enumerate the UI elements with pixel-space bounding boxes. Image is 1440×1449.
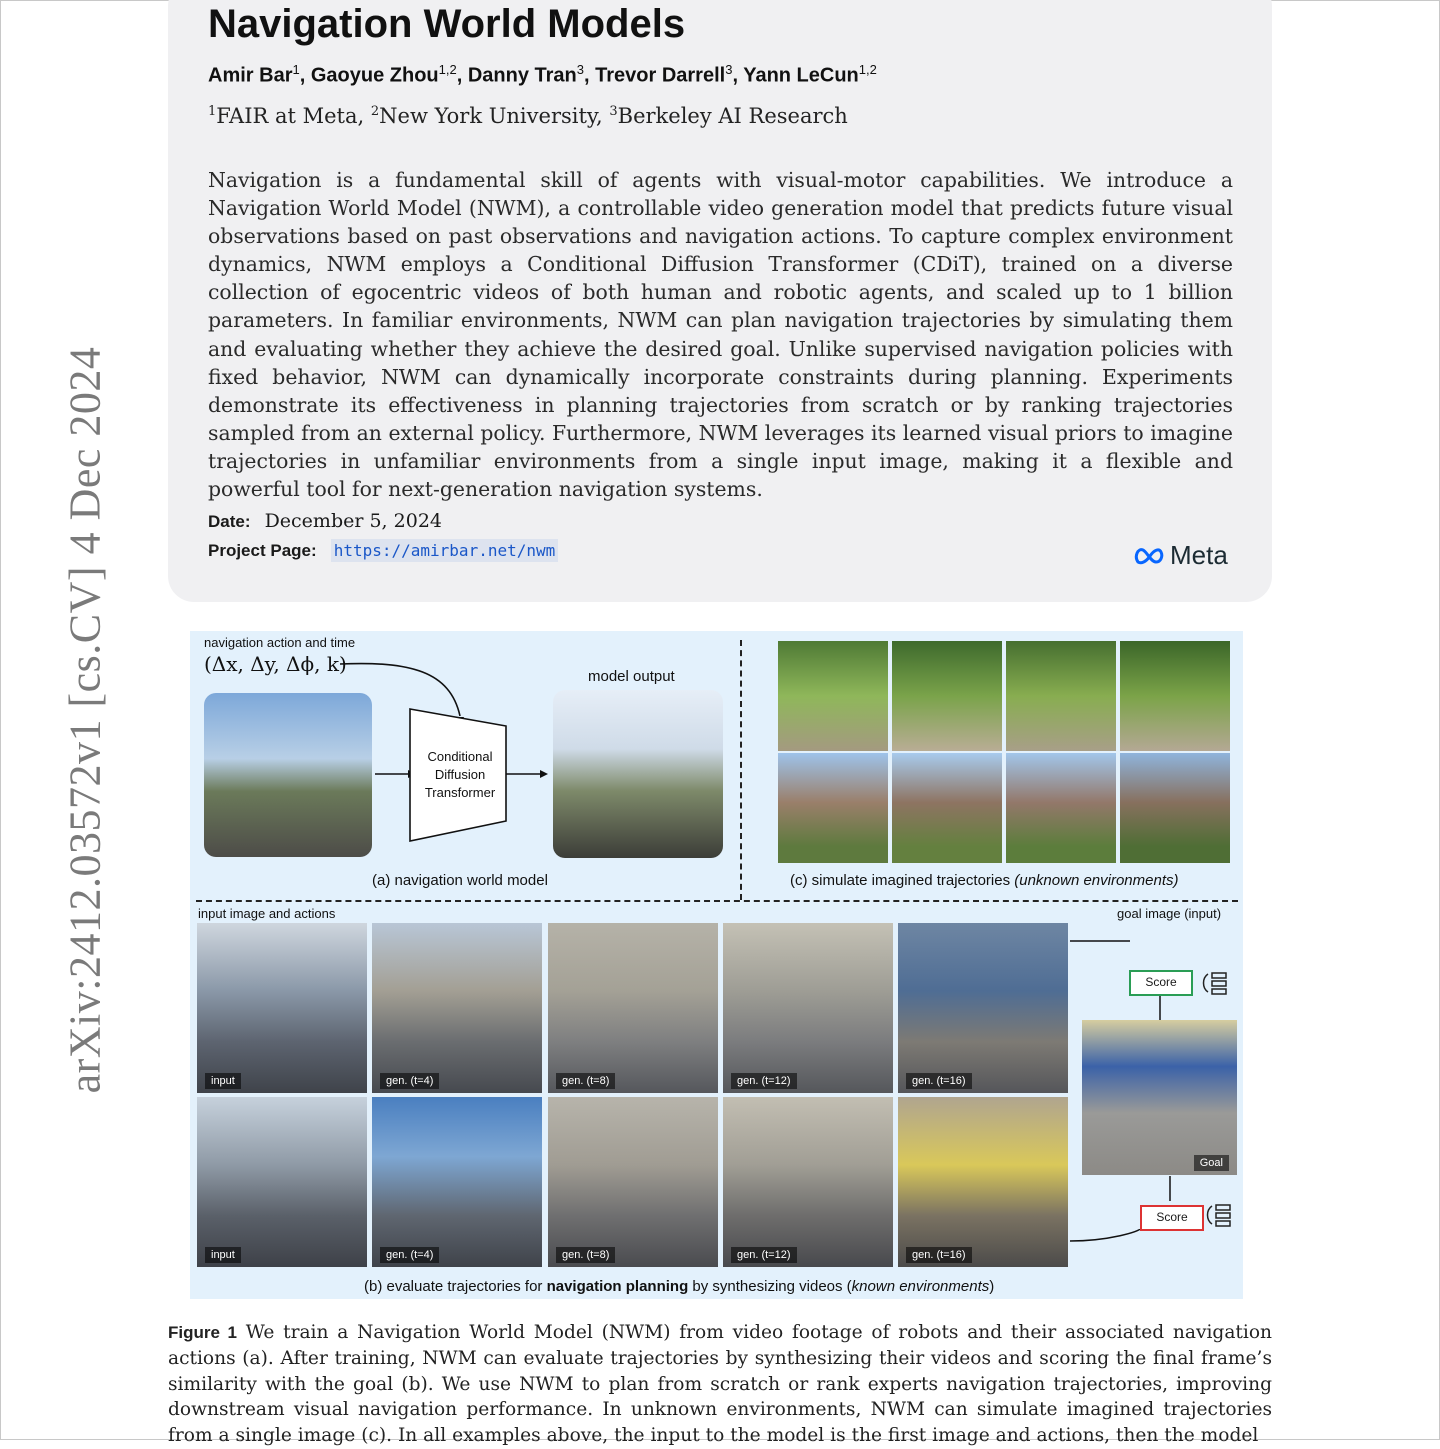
author-list: Amir Bar$^1$, Gaoyue Zhou$^{1,2}$, Danny Tran$^3$, Trevor Darrell$^3$, Yann LeCun$^{1,2}$: [208, 62, 877, 87]
rank-icon-top: [1200, 970, 1230, 998]
author: Danny Tran: [467, 64, 577, 87]
rank-icon-bottom: [1204, 1202, 1234, 1230]
park-frame-4: [1120, 641, 1230, 751]
row2-gen-t8: gen. (t=8): [548, 1097, 718, 1267]
date-label: Date:: [208, 512, 251, 531]
project-page-label: Project Page:: [208, 541, 317, 560]
project-page-row: [208, 539, 558, 561]
input-actions-label: input image and actions: [198, 906, 336, 921]
divider-horizontal: [196, 900, 1238, 902]
figure-caption: [168, 1320, 1272, 1449]
caption-b: (b) evaluate trajectories for navigation planning by synthesizing videos (known environments): [364, 1278, 995, 1295]
row1-gen-t4: gen. (t=4): [372, 923, 542, 1093]
date-row: [208, 510, 442, 532]
row2-gen-t12: gen. (t=12): [723, 1097, 893, 1267]
park-frame-2: [892, 641, 1002, 751]
row1-input: input: [197, 923, 367, 1093]
row2-input: input: [197, 1097, 367, 1267]
author: Amir Bar: [208, 64, 293, 87]
building-frame-2: [892, 753, 1002, 863]
project-page-link[interactable]: https://amirbar.net/nwm: [331, 539, 559, 562]
divider-vertical: [740, 640, 742, 900]
caption-c: (c) simulate imagined trajectories (unknown environments): [790, 872, 1179, 889]
nav-action-label: navigation action and time: [204, 635, 356, 650]
arxiv-stamp: arXiv:2412.03572v1 [cs.CV] 4 Dec 2024: [60, 346, 110, 1094]
building-frame-1: [778, 753, 888, 863]
row1-gen-t16: gen. (t=16): [898, 923, 1068, 1093]
goal-photo: Goal: [1082, 1020, 1237, 1175]
goal-image-label: goal image (input): [1117, 906, 1222, 921]
model-output-photo: [553, 690, 723, 858]
author: Yann LeCun: [743, 64, 859, 87]
affiliations: $^1$FAIR at Meta, $^2$New York University, $^3$Berkeley AI Research: [208, 104, 848, 128]
park-frame-3: [1006, 641, 1116, 751]
row2-gen-t4: gen. (t=4): [372, 1097, 542, 1267]
row1-gen-t8: gen. (t=8): [548, 923, 718, 1093]
score-box-bottom: Score: [1140, 1205, 1204, 1231]
caption-label: Figure 1: [168, 1323, 237, 1342]
model-output-label: model output: [588, 668, 675, 685]
author: Trevor Darrell: [595, 64, 726, 87]
row1-gen-t12: gen. (t=12): [723, 923, 893, 1093]
meta-infinity-icon: [1134, 546, 1166, 566]
author: Gaoyue Zhou: [310, 64, 439, 87]
meta-logo: Meta: [1134, 540, 1228, 571]
cdit-label: Conditional Diffusion Transformer: [424, 749, 496, 800]
row2-gen-t16: gen. (t=16): [898, 1097, 1068, 1267]
paper-title: Navigation World Models: [208, 2, 686, 46]
park-frame-1: [778, 641, 888, 751]
caption-a: (a) navigation world model: [372, 872, 548, 889]
date-value: December 5, 2024: [264, 510, 442, 532]
building-frame-4: [1120, 753, 1230, 863]
nav-action-formula: (Δx, Δy, Δϕ, k): [204, 652, 347, 676]
building-frame-3: [1006, 753, 1116, 863]
abstract: Navigation is a fundamental skill of agents with visual-motor capabilities. We introduce a Navigation World Model (NWM), a controllable video generation model that predicts future visual observations based on past observations and navigation actions. To capture complex environment dynamics, NWM employs a Conditional Diffusion Transformer (CDiT), trained on a diverse collection of egocentric videos of both human and robotic agents, and scaled up to 1 billion parameters. In familiar environments, NWM can plan navigation trajectories by simulating them and evaluating whether they achieve the desired goal. Unlike supervised navigation policies with fixed behavior, NWM can dynamically incorporate constraints during planning. Experiments demonstrate its effectiveness in planning trajectories from scratch or by ranking trajectories sampled from an external policy. Furthermore, NWM leverages its learned visual priors to imagine trajectories in unfamiliar environments from a single input image, making it a flexible and powerful tool for next-generation navigation systems.: [208, 168, 1233, 502]
caption-text: We train a Navigation World Model (NWM) from video footage of robots and their associated navigation actions (a). After training, NWM can evaluate trajectories by synthesizing their videos and scoring the final frame’s similarity with the goal (b). We use NWM to plan from scratch or rank experts navigation trajectories, improving downstream visual navigation performance. In unknown environments, NWM can simulate imagined trajectories from a single image (c). In all examples above, the input to the model is the first image and actions, then the model: [168, 1322, 1273, 1447]
input-photo: [204, 693, 372, 857]
score-box-top: Score: [1129, 970, 1193, 996]
